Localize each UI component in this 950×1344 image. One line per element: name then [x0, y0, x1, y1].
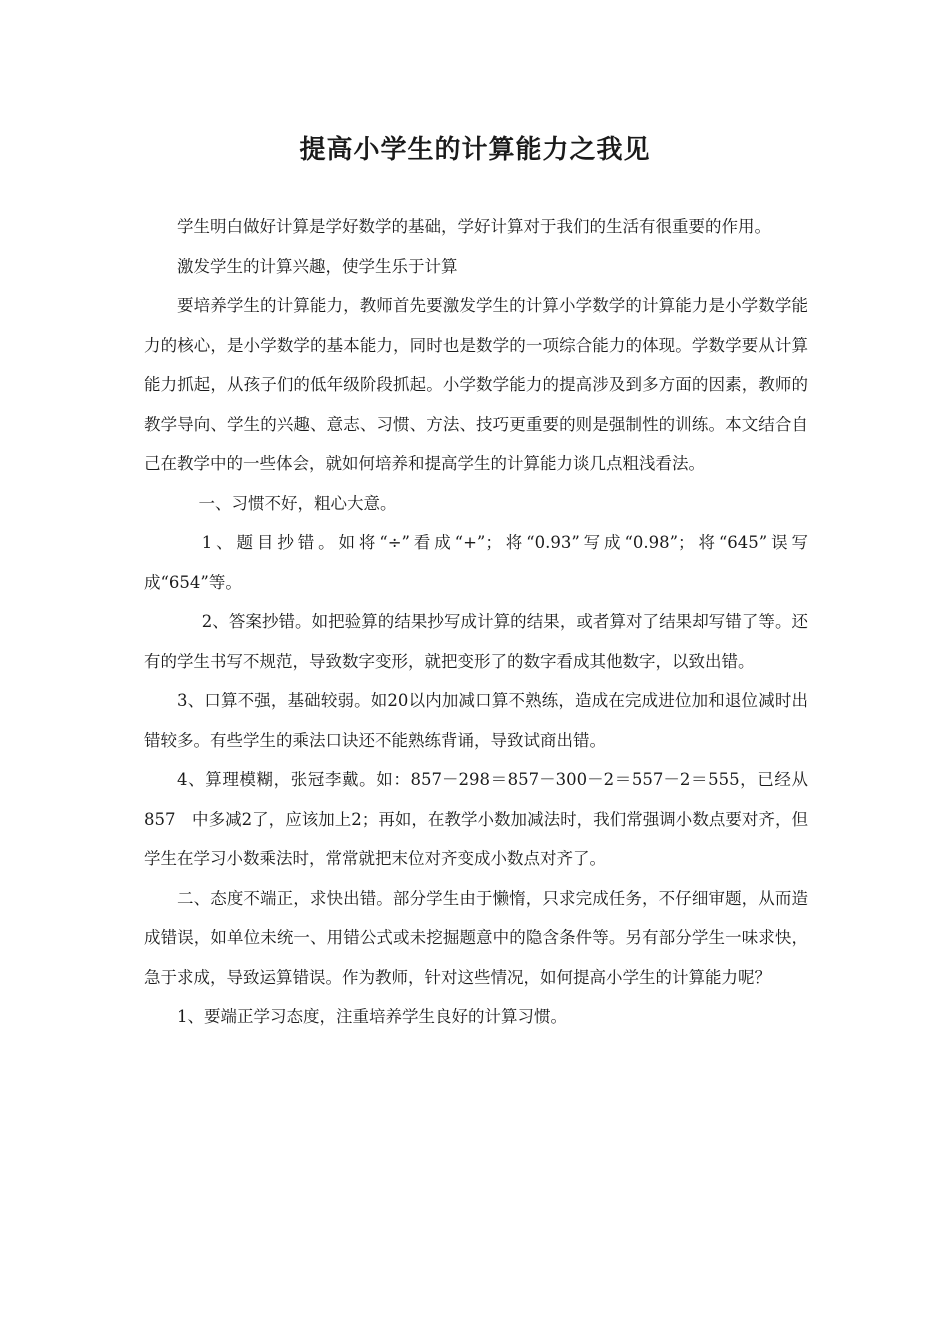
- paragraph-item-1: 1、题目抄错。如将“÷”看成“+”；将“0.93”写成“0.98”；将“645”误写成“654”等。: [144, 533, 808, 592]
- paragraph-heading-interest: 激发学生的计算兴趣，使学生乐于计算: [177, 256, 458, 276]
- paragraph-item-3: 3、口算不强，基础较弱。如20以内加减口算不熟练，造成在完成进位加和退位减时出错较多。有些学生的乘法口诀还不能熟练背诵，导致试商出错。: [144, 691, 808, 750]
- document-title: 提高小学生的计算能力之我见: [299, 135, 651, 165]
- paragraph-item-2: 2、答案抄错。如把验算的结果抄写成计算的结果，或者算对了结果却写错了等。还有的学生书写不规范，导致数字变形，就把变形了的数字看成其他数字，以致出错。: [144, 612, 808, 671]
- paragraph-item-4: 4、算理模糊，张冠李戴。如：857－298＝857－300－2＝557－2＝555，已经从 857 中多减2了，应该加上2；再如，在教学小数加减法时，我们常强调小数点要对齐，但学生在学习小数乘法时，常常就把末位对齐变成小数点对齐了。: [144, 770, 825, 868]
- paragraph-section-two: 二、态度不端正，求快出错。部分学生由于懒惰，只求完成任务，不仔细审题，从而造成错误，如单位未统一、用错公式或未挖掘题意中的隐含条件等。另有部分学生一味求快，急于求成，导致运算错误。作为教师，针对这些情况，如何提高小学生的计算能力呢？: [144, 888, 808, 987]
- paragraph-intro: 学生明白做好计算是学好数学的基础，学好计算对于我们的生活有很重要的作用。: [177, 217, 771, 236]
- document-body: [144, 207, 825, 1037]
- paragraph-item-attitude: 1、要端正学习态度，注重培养学生良好的计算习惯。: [177, 1007, 567, 1026]
- paragraph-section-one: 一、习惯不好，粗心大意。: [198, 493, 397, 513]
- paragraph-cultivate: 要培养学生的计算能力，教师首先要激发学生的计算小学数学的计算能力是小学数学能力的核心，是小学数学的基本能力，同时也是数学的一项综合能力的体现。学数学要从计算能力抓起，从孩子们的低年级阶段抓起。小学数学能力的提高涉及到多方面的因素，教师的教学导向、学生的兴趣、意志、习惯、方法、技巧更重要的则是强制性的训练。本文结合自己在教学中的一些体会，就如何培养和提高学生的计算能力谈几点粗浅看法。: [144, 296, 808, 473]
